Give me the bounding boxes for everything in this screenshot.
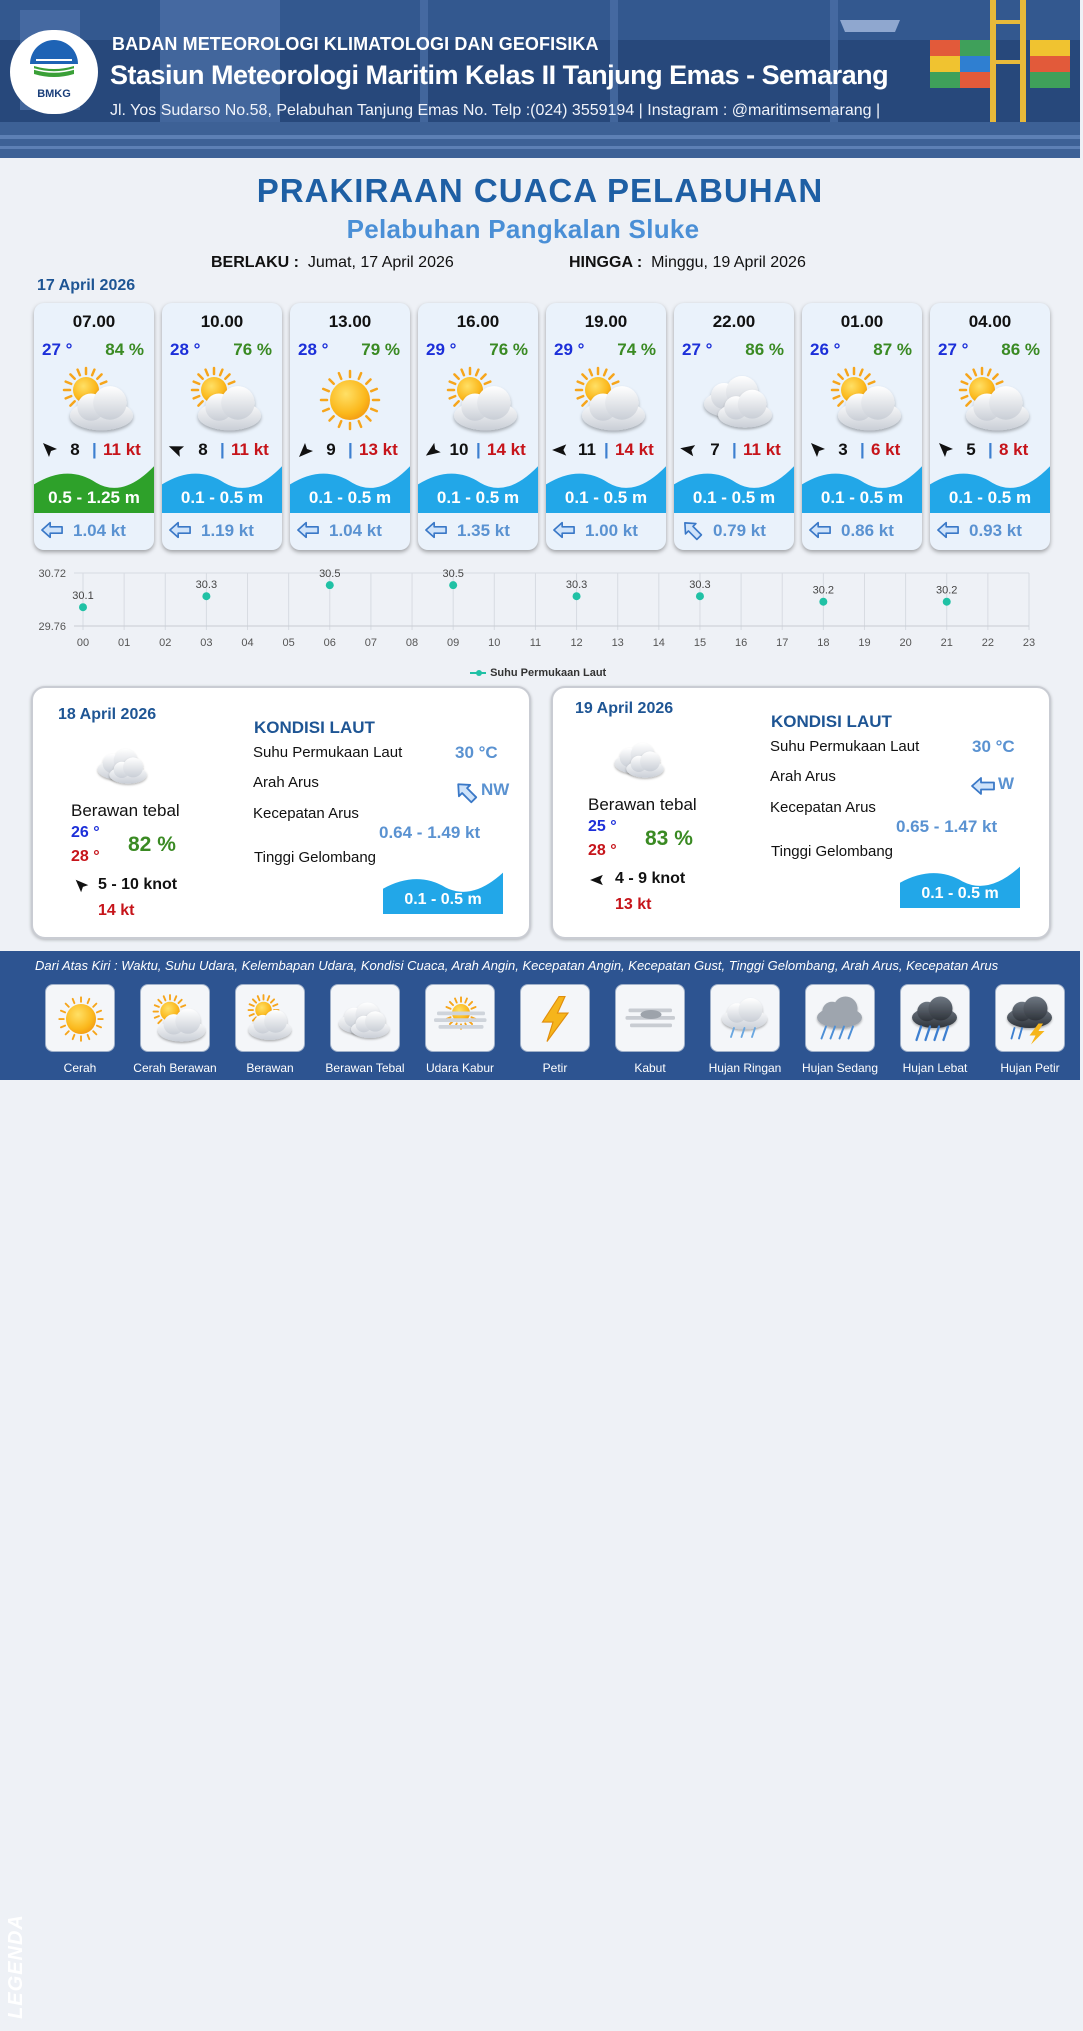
legend-cerah-berawan-icon — [140, 984, 210, 1052]
forecast-card — [34, 303, 154, 550]
day1-date: 17 April 2026 — [37, 277, 136, 294]
wind-speed: 8 — [198, 440, 208, 459]
current-direction-label: Arah Arus — [253, 774, 319, 791]
current-direction-value: NW — [481, 780, 510, 799]
chart-x-tick-label: 22 — [981, 637, 994, 649]
legend-item-label: Hujan Ringan — [708, 1061, 782, 1075]
legend-hujan-lebat-icon — [900, 984, 970, 1052]
chart-x-tick-label: 04 — [241, 637, 254, 649]
day-temp-max: 28 ° — [71, 848, 100, 865]
sea-condition-heading: KONDISI LAUT — [254, 718, 375, 737]
wind-separator: | — [220, 440, 225, 459]
sst-legend-label: Suhu Permukaan Laut — [490, 667, 607, 679]
legend-item-label: Kabut — [634, 1061, 666, 1075]
wave-label: Tinggi Gelombang — [254, 849, 377, 866]
day-condition: Berawan tebal — [588, 795, 697, 814]
day-wind: 5 - 10 knot — [98, 876, 178, 893]
legend-item-label: Hujan Petir — [1000, 1061, 1060, 1075]
page-subtitle: Pelabuhan Pangkalan Sluke — [346, 214, 700, 244]
chart-x-tick-label: 10 — [488, 637, 501, 649]
legend-item — [37, 984, 123, 1075]
legend-item-label: Berawan — [246, 1061, 294, 1075]
day-date: 19 April 2026 — [575, 700, 674, 717]
chart-x-tick-label: 15 — [693, 637, 707, 649]
sst-data-label: 30.1 — [72, 590, 94, 603]
wind-direction-icon — [168, 440, 188, 460]
gust-speed: 11 kt — [231, 440, 269, 459]
legend-description: Dari Atas Kiri : Waktu, Suhu Udara, Kelembapan Udara, Kondisi Cuaca, Arah Angin, Kecepatan Angin, Kecepatan Gust, Tinggi Gelombang, Arah Arus, Kecepatan Arus — [35, 958, 999, 973]
wave-height: 0.1 - 0.5 m — [564, 488, 648, 507]
forecast-time: 10.00 — [200, 312, 244, 331]
legend-item — [892, 984, 978, 1075]
current-speed: 1.04 kt — [329, 521, 382, 540]
chart-x-tick-label: 06 — [323, 637, 336, 649]
forecast-temperature: 28 ° — [298, 340, 329, 359]
chart-x-tick-label: 13 — [611, 637, 624, 649]
wind-direction-icon — [73, 877, 91, 895]
wind-direction-icon — [590, 871, 608, 889]
chart-x-tick-label: 01 — [118, 637, 131, 649]
forecast-card — [418, 303, 538, 550]
gust-speed: 11 kt — [103, 440, 141, 459]
legend-item-label: Cerah — [63, 1061, 97, 1075]
current-direction-label: Arah Arus — [770, 768, 836, 785]
wind-speed: 3 — [838, 440, 848, 459]
day-temp-min: 26 ° — [71, 824, 100, 841]
forecast-time: 07.00 — [72, 312, 116, 331]
wind-separator: | — [732, 440, 737, 459]
forecast-humidity: 76 % — [489, 340, 528, 359]
forecast-time: 01.00 — [840, 312, 884, 331]
current-direction-value: W — [998, 774, 1015, 793]
sea-condition-heading: KONDISI LAUT — [771, 712, 892, 731]
wind-separator: | — [604, 440, 609, 459]
sst-point — [326, 581, 334, 589]
legend-item — [512, 984, 598, 1075]
legend-item-label: Udara Kabur — [425, 1061, 495, 1075]
validity-from — [211, 254, 454, 272]
wave-height: 0.1 - 0.5 m — [948, 488, 1032, 507]
day-wave-height: 0.1 - 0.5 m — [404, 891, 482, 908]
wind-separator: | — [348, 440, 353, 459]
wind-speed: 8 — [70, 440, 80, 459]
gust-speed: 14 kt — [487, 440, 526, 459]
chart-x-tick-label: 07 — [364, 637, 378, 649]
current-speed: 1.00 kt — [585, 521, 638, 540]
sst-data-label: 30.3 — [565, 579, 588, 592]
chart-x-tick-label: 05 — [282, 637, 295, 649]
chart-x-tick-label: 08 — [405, 637, 419, 649]
current-speed: 1.35 kt — [457, 521, 510, 540]
legend-petir-icon — [520, 984, 590, 1052]
current-speed: 0.79 kt — [713, 521, 766, 540]
sst-point — [79, 603, 87, 611]
chart-x-tick-label: 20 — [899, 637, 912, 649]
legend-title: LEGENDA — [5, 1914, 27, 2019]
weather-cerah-berawan-icon — [950, 366, 1030, 434]
day-wind: 4 - 9 knot — [615, 870, 686, 887]
current-direction-icon — [552, 519, 576, 541]
forecast-humidity: 87 % — [873, 340, 912, 359]
sst-data-label: 30.5 — [442, 568, 464, 581]
day-temp-min: 25 ° — [588, 818, 617, 835]
chart-x-tick-label: 00 — [76, 637, 90, 649]
legend-item — [227, 984, 313, 1075]
validity-to — [569, 254, 806, 272]
wind-direction-icon — [296, 440, 316, 460]
day-temp-max: 28 ° — [588, 842, 617, 859]
weather-cerah-berawan-icon — [566, 366, 646, 434]
legend-item-label: Cerah Berawan — [133, 1061, 217, 1075]
day-panel — [551, 686, 1051, 939]
sst-point — [449, 581, 457, 589]
sst-value: 30 °C — [455, 743, 498, 762]
gust-speed: 14 kt — [615, 440, 654, 459]
sst-data-label: 30.5 — [319, 568, 341, 581]
forecast-temperature: 27 ° — [42, 340, 73, 359]
legend-item — [987, 984, 1073, 1075]
chart-x-tick-label: 18 — [817, 637, 830, 649]
chart-x-tick-label: 11 — [529, 637, 542, 649]
legend-kabut-icon — [615, 984, 685, 1052]
wind-direction-icon — [936, 440, 956, 460]
day-humidity: 83 % — [645, 827, 693, 850]
current-speed-label: Kecepatan Arus — [770, 799, 876, 816]
chart-x-tick-label: 12 — [570, 637, 583, 649]
wave-height: 0.1 - 0.5 m — [820, 488, 904, 507]
day-gust: 13 kt — [615, 896, 652, 913]
current-speed: 1.04 kt — [73, 521, 126, 540]
legend-item-label: Hujan Lebat — [902, 1061, 968, 1075]
current-speed-label: Kecepatan Arus — [253, 805, 359, 822]
sst-data-label: 30.2 — [936, 584, 958, 597]
day-date: 18 April 2026 — [58, 706, 157, 723]
weather-berawan-tebal-icon — [608, 734, 674, 784]
forecast-card — [802, 303, 922, 550]
legend-item — [132, 984, 218, 1075]
header-banner — [0, 0, 1080, 158]
forecast-time: 13.00 — [328, 312, 372, 331]
weather-cerah-berawan-icon — [822, 366, 902, 434]
validity-to-label: HINGGA : — [569, 254, 643, 271]
gust-speed: 6 kt — [871, 440, 901, 459]
legend-berawan-tebal-icon — [330, 984, 400, 1052]
weather-cerah-berawan-icon — [54, 366, 134, 434]
forecast-temperature: 28 ° — [170, 340, 201, 359]
legend-item-label: Hujan Sedang — [801, 1061, 879, 1075]
chart-x-tick-label: 09 — [447, 637, 460, 649]
current-direction-icon — [40, 519, 64, 541]
legend-hujan-petir-icon — [995, 984, 1065, 1052]
validity-from-value: Jumat, 17 April 2026 — [307, 254, 454, 271]
wind-separator: | — [476, 440, 481, 459]
day-humidity: 82 % — [128, 833, 176, 856]
forecast-card — [674, 303, 794, 550]
sst-label: Suhu Permukaan Laut — [770, 738, 920, 755]
legend-item — [417, 984, 503, 1075]
legend-item-label: Petir — [542, 1061, 568, 1075]
forecast-temperature: 26 ° — [810, 340, 841, 359]
current-speed: 0.86 kt — [841, 521, 894, 540]
chart-x-tick-label: 16 — [734, 637, 748, 649]
forecast-card — [930, 303, 1050, 550]
current-direction-icon — [680, 519, 704, 541]
legend-item — [322, 984, 408, 1075]
forecast-humidity: 76 % — [233, 340, 272, 359]
sst-point — [573, 592, 581, 600]
sst-legend — [470, 667, 606, 679]
day-wave-height: 0.1 - 0.5 m — [921, 885, 999, 902]
forecast-time: 22.00 — [712, 312, 756, 331]
sst-point — [696, 592, 704, 600]
chart-x-tick-label: 03 — [200, 637, 213, 649]
forecast-card — [290, 303, 410, 550]
current-direction-icon — [936, 519, 960, 541]
sst-value: 30 °C — [972, 737, 1015, 756]
sst-data-label: 30.3 — [689, 579, 711, 592]
forecast-card — [546, 303, 666, 550]
weather-berawan-icon — [694, 366, 774, 434]
forecast-humidity: 86 % — [1001, 340, 1040, 359]
wave-height: 0.1 - 0.5 m — [436, 488, 520, 507]
weather-cerah-berawan-icon — [438, 366, 518, 434]
weather-cerah-berawan-icon — [182, 366, 262, 434]
sst-legend-marker — [476, 670, 482, 676]
legend-hujan-ringan-icon — [710, 984, 780, 1052]
forecast-time: 04.00 — [968, 312, 1012, 331]
wave-height: 0.1 - 0.5 m — [308, 488, 392, 507]
wind-speed: 11 — [578, 440, 596, 459]
page-title: PRAKIRAAN CUACA PELABUHAN — [256, 172, 824, 209]
forecast-temperature: 29 ° — [426, 340, 457, 359]
current-direction-icon — [168, 519, 192, 541]
bmkg-logo — [10, 30, 98, 114]
sst-label: Suhu Permukaan Laut — [253, 744, 403, 761]
gust-speed: 11 kt — [743, 440, 781, 459]
sst-data-label: 30.3 — [195, 579, 218, 592]
chart-x-tick-label: 02 — [159, 637, 172, 649]
legend-hujan-sedang-icon — [805, 984, 875, 1052]
chart-x-tick-label: 14 — [652, 637, 665, 649]
legend-item — [702, 984, 788, 1075]
wind-direction-icon — [424, 440, 444, 460]
current-direction-icon — [970, 774, 996, 798]
current-direction-icon — [424, 519, 448, 541]
legend-item — [797, 984, 883, 1075]
wave-height: 0.1 - 0.5 m — [180, 488, 264, 507]
forecast-humidity: 74 % — [617, 340, 656, 359]
wind-direction-icon — [680, 440, 700, 460]
forecast-temperature: 27 ° — [938, 340, 969, 359]
bmkg-emblem-icon — [10, 30, 98, 90]
current-speed-value: 0.64 - 1.49 kt — [379, 823, 481, 842]
wave-height: 0.5 - 1.25 m — [48, 488, 140, 507]
current-direction-icon — [453, 780, 479, 804]
forecast-card — [162, 303, 282, 550]
forecast-temperature: 29 ° — [554, 340, 585, 359]
legend-udara-kabur-icon — [425, 984, 495, 1052]
wave-height: 0.1 - 0.5 m — [692, 488, 776, 507]
wind-direction-icon — [808, 440, 828, 460]
legend-cerah-icon — [45, 984, 115, 1052]
wind-direction-icon — [40, 440, 60, 460]
sst-point — [819, 598, 827, 606]
weather-berawan-tebal-icon — [91, 740, 157, 790]
day-panel — [31, 686, 531, 939]
wind-speed: 5 — [966, 440, 976, 459]
forecast-time: 19.00 — [584, 312, 628, 331]
weather-cerah-icon — [310, 366, 390, 434]
chart-x-tick-label: 17 — [776, 637, 789, 649]
wind-separator: | — [988, 440, 993, 459]
current-direction-icon — [808, 519, 832, 541]
gust-speed: 13 kt — [359, 440, 398, 459]
current-speed-value: 0.65 - 1.47 kt — [896, 817, 998, 836]
current-speed: 0.93 kt — [969, 521, 1022, 540]
legend-item — [607, 984, 693, 1075]
current-speed: 1.19 kt — [201, 521, 254, 540]
logo-text: BMKG — [37, 88, 71, 100]
forecast-humidity: 79 % — [361, 340, 400, 359]
wind-separator: | — [860, 440, 865, 459]
station-address: Jl. Yos Sudarso No.58, Pelabuhan Tanjung Emas No. Telp :(024) 3559194 | Instagram : @maritimsemarang | — [110, 102, 881, 119]
gust-speed: 8 kt — [999, 440, 1029, 459]
wind-separator: | — [92, 440, 97, 459]
validity-to-value: Minggu, 19 April 2026 — [651, 254, 806, 271]
sst-point — [202, 592, 210, 600]
legend-berawan-sun-icon — [235, 984, 305, 1052]
wave-label: Tinggi Gelombang — [771, 843, 894, 860]
wind-direction-icon — [552, 440, 572, 460]
sst-data-label: 30.2 — [812, 584, 835, 597]
chart-x-tick-label: 21 — [940, 637, 953, 649]
validity-from-label: BERLAKU : — [211, 254, 299, 271]
day-gust: 14 kt — [98, 902, 135, 919]
chart-y-tick-label: 30.72 — [38, 568, 66, 580]
chart-y-tick-label: 29.76 — [38, 621, 66, 633]
station-name: Stasiun Meteorologi Maritim Kelas II Tanjung Emas - Semarang — [110, 60, 889, 90]
wind-speed: 9 — [326, 440, 336, 459]
chart-x-tick-label: 19 — [858, 637, 871, 649]
wind-speed: 7 — [710, 440, 720, 459]
current-direction-icon — [296, 519, 320, 541]
forecast-temperature: 27 ° — [682, 340, 713, 359]
wind-speed: 10 — [449, 440, 469, 459]
sst-point — [943, 598, 951, 606]
forecast-humidity: 84 % — [105, 340, 144, 359]
chart-x-tick-label: 23 — [1022, 637, 1036, 649]
forecast-humidity: 86 % — [745, 340, 784, 359]
forecast-time: 16.00 — [456, 312, 500, 331]
agency-name: BADAN METEOROLOGI KLIMATOLOGI DAN GEOFISIKA — [112, 34, 599, 54]
day-condition: Berawan tebal — [71, 801, 180, 820]
legend-item-label: Berawan Tebal — [325, 1061, 405, 1075]
